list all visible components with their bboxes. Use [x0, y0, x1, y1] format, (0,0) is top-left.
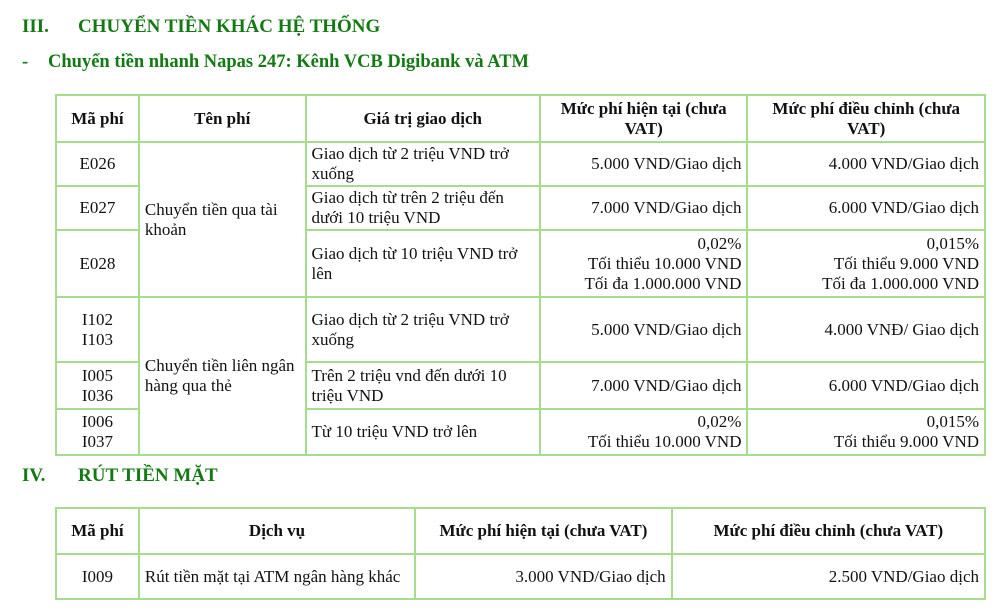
table-row: [56, 554, 985, 599]
maximum: Tối đa 1.000.000 VND: [822, 273, 979, 293]
header-adjusted: Mức phí điều chỉnh (chưa VAT): [747, 95, 985, 142]
current-fee: 3.000 VND/Giao dịch: [415, 554, 671, 599]
fee-code: I009: [56, 554, 139, 599]
fee-code: E026: [56, 142, 139, 186]
section-4-heading: IV. RÚT TIỀN MẶT: [22, 465, 218, 486]
minimum: Tối thiểu 9.000 VND: [833, 253, 979, 273]
code: I006: [81, 412, 114, 431]
table-row: [56, 297, 985, 362]
cash-withdrawal-table: [55, 507, 986, 600]
header-current: Mức phí hiện tại (chưa VAT): [540, 95, 748, 142]
fee-name: Chuyển tiền liên ngân hàng qua thẻ: [139, 297, 306, 455]
header-code: Mã phí: [56, 95, 139, 142]
code: I102: [81, 309, 114, 329]
rate: 0,02%: [697, 233, 742, 253]
fee-code: E028: [56, 230, 139, 297]
fee-name: Chuyển tiền qua tài khoản: [139, 142, 306, 297]
current-fee: 5.000 VND/Giao dịch: [540, 142, 748, 186]
header-adjusted: Mức phí điều chỉnh (chưa VAT): [672, 508, 985, 554]
header-name: Tên phí: [139, 95, 306, 142]
current-fee: 7.000 VND/Giao dịch: [540, 362, 748, 409]
fee-code: [56, 362, 139, 409]
rate: 0,02%: [697, 412, 742, 431]
fee-code: [56, 297, 139, 362]
adjusted-fee: 2.500 VND/Giao dịch: [672, 554, 985, 599]
current-fee: 7.000 VND/Giao dịch: [540, 186, 748, 230]
code: I005: [81, 365, 114, 385]
table-header: [56, 508, 985, 554]
current-fee: 5.000 VND/Giao dịch: [540, 297, 748, 362]
minimum: Tối thiểu 9.000 VND: [833, 432, 979, 451]
adjusted-fee: 6.000 VND/Giao dịch: [747, 186, 985, 230]
table-header: [56, 95, 985, 142]
adjusted-fee: 4.000 VNĐ/ Giao dịch: [747, 297, 985, 362]
subsection-heading: - Chuyển tiền nhanh Napas 247: Kênh VCB Digibank và ATM: [22, 52, 529, 72]
adjusted-fee: [747, 230, 985, 297]
header-service: Dịch vụ: [139, 508, 415, 554]
rate: 0,015%: [926, 233, 979, 253]
minimum: Tối thiểu 10.000 VND: [587, 253, 742, 273]
transaction-value: Từ 10 triệu VND trở lên: [306, 409, 540, 455]
transaction-value: Giao dịch từ trên 2 triệu đến dưới 10 triệu VND: [306, 186, 540, 230]
minimum: Tối thiểu 10.000 VND: [587, 432, 742, 451]
table-row: [56, 142, 985, 186]
header-value: Giá trị giao dịch: [306, 95, 540, 142]
code: I103: [81, 329, 114, 349]
header-code: Mã phí: [56, 508, 139, 554]
rate: 0,015%: [926, 412, 979, 431]
current-fee: [540, 230, 748, 297]
header-current: Mức phí hiện tại (chưa VAT): [415, 508, 671, 554]
adjusted-fee: 6.000 VND/Giao dịch: [747, 362, 985, 409]
transaction-value: Giao dịch từ 2 triệu VND trở xuống: [306, 297, 540, 362]
current-fee: [540, 409, 748, 455]
napas-fee-table: [55, 94, 986, 456]
transaction-value: Giao dịch từ 2 triệu VND trở xuống: [306, 142, 540, 186]
code: I037: [81, 432, 114, 451]
transaction-value: Giao dịch từ 10 triệu VND trở lên: [306, 230, 540, 297]
fee-code: E027: [56, 186, 139, 230]
adjusted-fee: 4.000 VND/Giao dịch: [747, 142, 985, 186]
adjusted-fee: [747, 409, 985, 455]
code: I036: [81, 385, 114, 405]
section-3-heading: III. CHUYỂN TIỀN KHÁC HỆ THỐNG: [22, 16, 381, 37]
transaction-value: Trên 2 triệu vnd đến dưới 10 triệu VND: [306, 362, 540, 409]
maximum: Tối đa 1.000.000 VND: [584, 273, 742, 293]
service: Rút tiền mặt tại ATM ngân hàng khác: [139, 554, 415, 599]
fee-code: [56, 409, 139, 455]
